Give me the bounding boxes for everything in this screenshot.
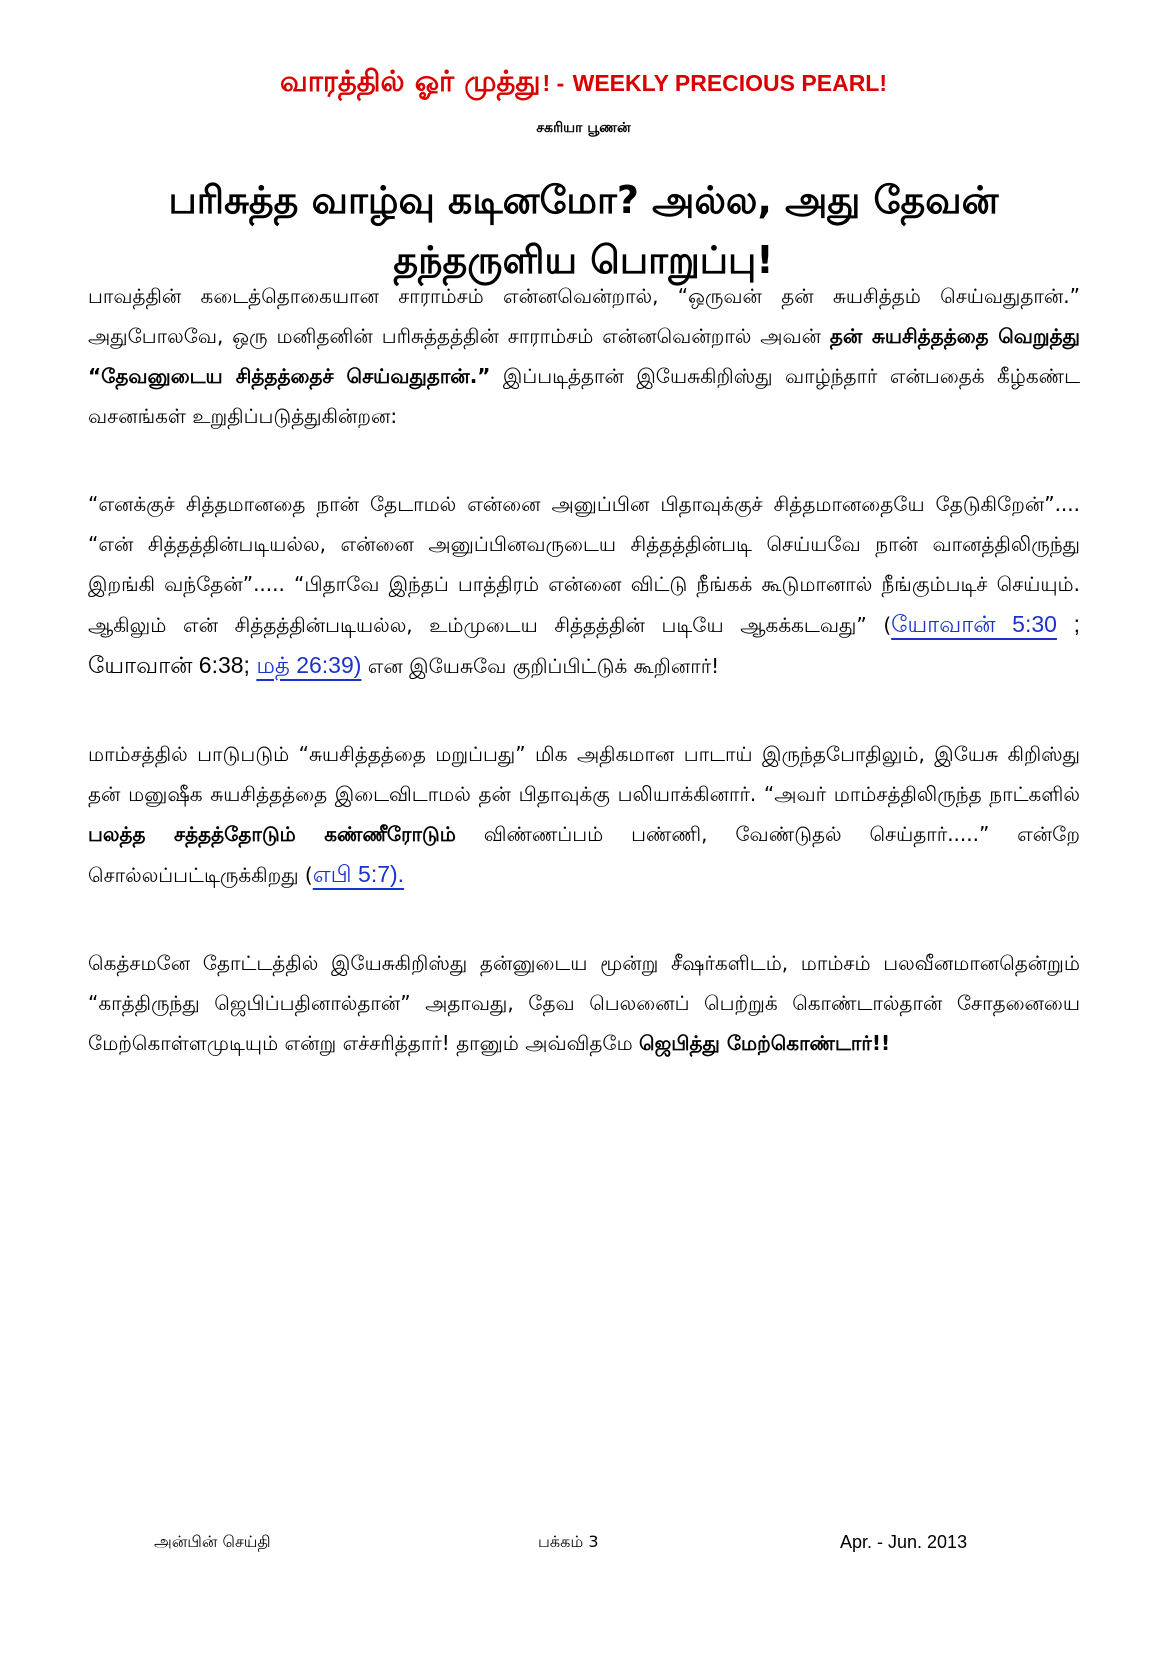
footer-page-number: பக்கம் 3 — [538, 1532, 599, 1551]
reference-separator: ; — [1056, 611, 1080, 637]
series-header — [0, 64, 1167, 102]
series-title-english: WEEKLY PRECIOUS PEARL! — [572, 70, 888, 96]
paragraph-text: பாவத்தின் கடைத்தொகையான சாராம்சம் என்னவென்றால், “ஒருவன் தன் சுயசித்தம் செய்வதுதான்.” அதுபோலவே, ஒரு மனிதனின் பரிசுத்தத்தின் சாராம்சம் என்னவென்றால் அவன் — [88, 284, 1080, 348]
paragraph-text: என இயேசுவே குறிப்பிட்டுக் கூறினார்! — [361, 654, 720, 678]
page-footer — [0, 1532, 1167, 1562]
paragraph-text: மாம்சத்தில் பாடுபடும் “சுயசித்தத்தை மறுப்பது” மிக அதிகமான பாடாய் இருந்தபோதிலும், இயேசு கிறிஸ்து தன் மனுஷீக சுயசித்தத்தை இடைவிடாமல் தன் பிதாவுக்கு பலியாக்கினார். “அவர் மாம்சத்திலிருந்த நாட்களில் — [88, 742, 1080, 806]
paragraph-text: கெத்சமனே தோட்டத்தில் இயேசுகிறிஸ்து தன்னுடைய மூன்று சீஷர்களிடம், மாம்சம் பலவீனமானதென்றும் “காத்திருந்து ஜெபிப்பதினால்தான்” அதாவது, தேவ பெலனைப் பெற்றுக் கொண்டால்தான் சோதனையை மேற்கொள்ளமுடியும் என்று எச்சரித்தார்! தானும் அவ்விதமே — [88, 951, 1081, 1055]
bible-reference-link[interactable]: யோவான் 5:30 — [891, 611, 1057, 637]
paragraph-1 — [88, 276, 1080, 436]
paragraph-text: இப்படித்தான் இயேசுகிறிஸ்து வாழ்ந்தார் என்பதைக் கீழ்கண்ட வசனங்கள் உறுதிப்படுத்துகின்றன: — [88, 364, 1080, 428]
bible-reference: யோவான் 6:38; — [88, 652, 250, 678]
paragraph-3 — [88, 734, 1080, 895]
title-line-2: தந்தருளிய பொறுப்பு! — [393, 238, 774, 282]
paragraph-4 — [88, 943, 1080, 1063]
author-name: சகரியா பூணன் — [536, 120, 631, 136]
paragraph-text: “எனக்குச் சித்தமானதை நான் தேடாமல் என்னை அனுப்பின பிதாவுக்குச் சித்தமானதையே தேடுகிறேன்”.... “என் சித்தத்தின்படியல்ல, என்னை அனுப்பினவருடைய சித்தத்தின்படி செய்யவே நான் வானத்திலிருந்து இறங்கி வந்தேன்”..... “பிதாவே இந்தப் பாத்திரம் என்னை விட்டு நீங்கக் கூடுமானால் நீங்கும்படிச் செய்யும். ஆகிலும் என் சித்தத்தின்படியல்ல, உம்முடைய சித்தத்தின் படியே ஆகக்கடவது” ( — [88, 492, 1080, 637]
bible-reference-link[interactable]: மத் 26:39) — [256, 652, 362, 678]
paragraph-text: விண்ணப்பம் பண்ணி, வேண்டுதல் செய்தார்.....” என்றே சொல்லப்பட்டிருக்கிறது ( — [88, 822, 1080, 887]
article-body — [88, 276, 1080, 1111]
title-line-1: பரிசுத்த வாழ்வு கடினமோ? அல்ல, அது தேவன் — [168, 178, 999, 222]
series-separator: ! - — [542, 70, 571, 96]
article-title — [60, 170, 1107, 290]
footer-publication: அன்பின் செய்தி — [154, 1532, 271, 1551]
footer-date: Apr. - Jun. 2013 — [840, 1532, 968, 1552]
series-title-tamil: வாரத்தில் ஓர் முத்து — [279, 64, 541, 98]
emphasis-text: தன் சுயசித்தத்தை வெறுத்து “தேவனுடைய சித்தத்தைச் செய்வதுதான்.” — [88, 324, 1080, 388]
emphasis-text: பலத்த சத்தத்தோடும் கண்ணீரோடும் — [88, 822, 456, 846]
emphasis-text: ஜெபித்து மேற்கொண்டார்!! — [639, 1031, 891, 1055]
paragraph-2 — [88, 484, 1080, 686]
bible-reference-link[interactable]: எபி 5:7). — [312, 861, 405, 887]
